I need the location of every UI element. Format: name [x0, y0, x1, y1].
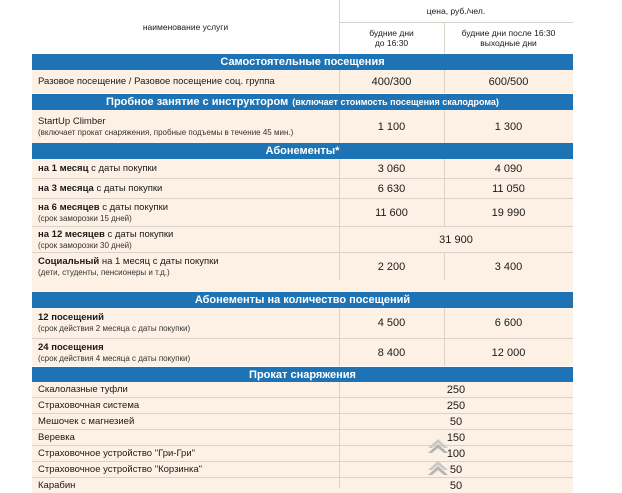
price-weekend: 19 990 [491, 206, 526, 219]
price-weekday: 1 100 [377, 120, 406, 133]
row-label-rest: с даты покупки [88, 162, 157, 174]
rental-item-price: 50 [449, 415, 463, 428]
chevron-logo-icon [426, 434, 450, 454]
rental-item-label: Мешочек с магнезией [38, 415, 135, 427]
service-column-header: наименование услуги [142, 22, 229, 32]
rental-item-price: 250 [446, 383, 466, 396]
section-title: Самостоятельные посещения [220, 56, 385, 68]
section-header-subscriptions [32, 143, 573, 159]
weekend-header-line2: выходные дни [480, 38, 537, 48]
rental-item-price: 100 [446, 447, 466, 460]
section-title: Абонементы* [265, 145, 340, 157]
row-label-bold: на 1 месяц [38, 162, 89, 174]
rental-item-label: Скалолазные туфли [38, 383, 128, 395]
row-sublabel: (срок заморозки 15 дней) [38, 213, 132, 223]
price-weekday: 8 400 [377, 346, 406, 359]
rental-item-price: 50 [449, 479, 463, 492]
rental-item-price: 150 [446, 431, 466, 444]
rental-row [32, 414, 573, 429]
row-sublabel: (срок действия 2 месяца с даты покупки) [38, 324, 191, 333]
row-label-rest: на 1 месяц с даты покупки [99, 255, 219, 267]
table-row [32, 253, 573, 280]
table-row [32, 179, 573, 198]
row-label-bold: Социальный [38, 255, 100, 267]
table-row [32, 110, 573, 143]
table-row [32, 159, 573, 178]
table-row [32, 70, 573, 93]
rental-item-label: Страховочное устройство "Гри-Гри" [38, 447, 196, 459]
price-weekend: 11 050 [492, 182, 525, 195]
section-header-trial [32, 94, 573, 110]
section-header-visit-packs [32, 292, 573, 308]
row-sublabel: (дети, студенты, пенсионеры и т.д.) [38, 267, 170, 277]
price-weekday: 6 630 [377, 182, 406, 195]
row-sublabel: (срок заморозки 30 дней) [38, 240, 132, 250]
row-label-rest: с даты покупки [93, 182, 163, 194]
section-header-self-visits [32, 54, 573, 70]
row-label-bold: 12 посещений [38, 312, 104, 323]
table-row [32, 199, 573, 226]
section-title: Абонементы на количество посещений [194, 294, 411, 306]
price-weekend: 4 090 [494, 162, 523, 175]
rental-row [32, 478, 573, 493]
price-weekday: 3 060 [377, 162, 406, 175]
row-label-bold: на 12 месяцев [38, 228, 105, 240]
price-weekend: 6 600 [494, 317, 523, 329]
rental-row [32, 398, 573, 413]
row-label-bold: 24 посещения [38, 341, 104, 353]
row-label-rest: с даты покупки [99, 201, 169, 213]
section-title: Прокат снаряжения [249, 368, 356, 381]
price-weekend: 3 400 [494, 260, 523, 273]
row-label: Разовое посещение / Разовое посещение соц. группа [38, 75, 275, 87]
row-sublabel: (срок действия 4 месяца с даты покупки) [38, 353, 191, 363]
rental-row [32, 446, 573, 461]
section-header-rental [32, 367, 573, 382]
rental-item-label: Страховочная система [38, 399, 140, 411]
chevron-logo-icon [426, 456, 450, 476]
price-weekday: 400/300 [371, 75, 412, 88]
price-weekday: 4 500 [377, 317, 406, 329]
section-note: (включает стоимость посещения скалодрома) [292, 97, 499, 107]
rental-row [32, 382, 573, 397]
row-sublabel: (включает прокат снаряжения, пробные подъемы в течение 45 мин.) [38, 127, 294, 137]
rental-item-label: Веревка [38, 431, 75, 443]
table-header [32, 0, 573, 54]
row-label: StartUp Climber [38, 115, 106, 127]
table-row [32, 339, 573, 366]
rental-row [32, 430, 573, 445]
row-label-rest: с даты покупки [104, 228, 174, 240]
price-weekend: 1 300 [494, 120, 523, 133]
rental-row [32, 462, 573, 477]
price-weekend: 600/500 [488, 75, 529, 88]
price-weekday: 2 200 [377, 260, 406, 273]
rental-item-label: Страховочное устройство "Корзинка" [38, 463, 203, 475]
price-weekday: 11 600 [375, 206, 408, 219]
weekday-header-line1: будние дни [369, 28, 414, 38]
price-weekend: 12 000 [491, 346, 526, 359]
weekday-header-line2: до 16:30 [374, 38, 409, 48]
weekend-header-line1: будние дни после 16:30 [461, 28, 556, 38]
table-row [32, 227, 573, 252]
row-label-bold: на 3 месяца [38, 182, 94, 194]
price-all: 31 900 [439, 233, 473, 246]
rental-item-label: Карабин [38, 479, 76, 491]
rental-item-price: 50 [449, 463, 463, 476]
price-column-header: цена, руб./чел. [426, 6, 486, 16]
section-title: Пробное занятие с инструктором [106, 96, 289, 108]
table-row [32, 308, 573, 338]
spacer-row [32, 280, 573, 292]
row-label-bold: на 6 месяцев [38, 201, 100, 213]
rental-item-price: 250 [446, 399, 466, 412]
